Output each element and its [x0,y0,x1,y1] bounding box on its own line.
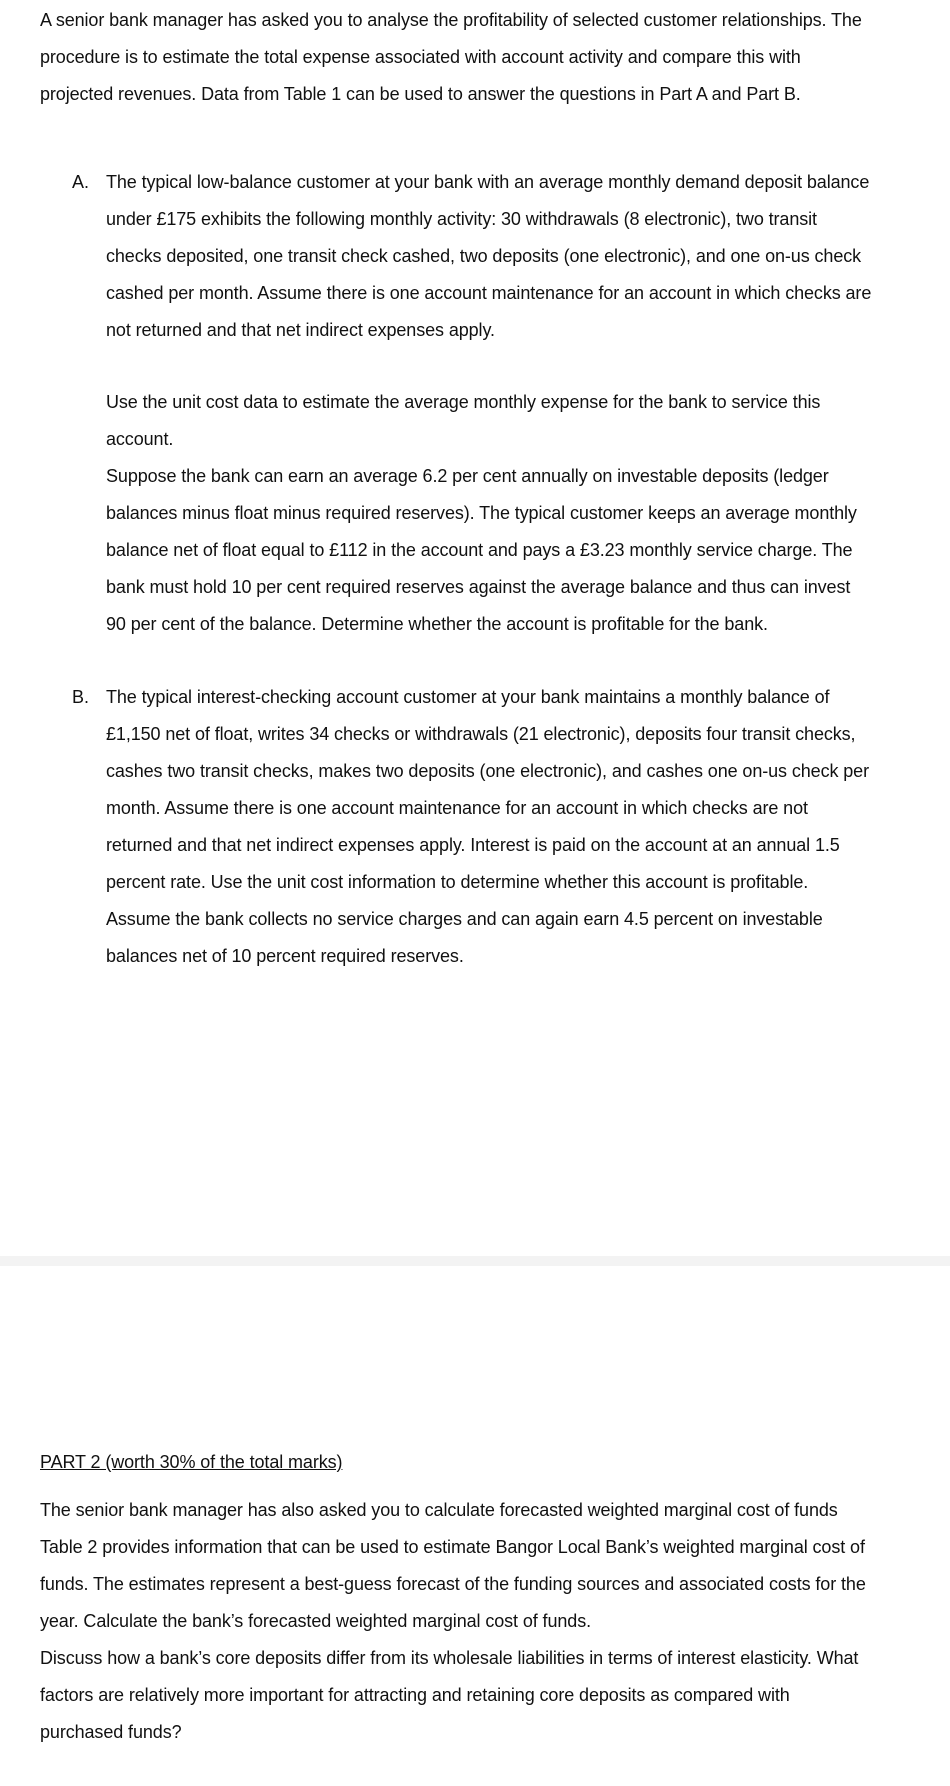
intro-paragraph: A senior bank manager has asked you to analyse the profitability of selected customer relationships. The procedure is to estimate the total expense associated with account activity and compare this with projected revenues. Data from Table 1 can be used to answer the questions in Part A and Part B. [40,10,862,104]
question-a-marker: A. [72,172,90,192]
page-separator [0,1256,950,1266]
question-a-profit-task: Suppose the bank can earn an average 6.2 per cent annually on investable deposits (ledger balances minus float minus required reserves). The typical customer keeps an average monthly balance net of float equal to £112 in the account and pays a £3.23 monthly service charge. The bank must hold 10 per cent required reserves against the average balance and thus can invest 90 per cent of the balance. Determine whether the account is profitable for the bank. [106,466,857,634]
document-page-2 [0,1266,950,1786]
question-a-scenario: The typical low-balance customer at your bank with an average monthly demand deposit balance under £175 exhibits the following monthly activity: 30 withdrawals (8 electronic), two transit checks deposited, one transit check cashed, two deposits (one electronic), and one on-us check cashed per month. Assume there is one account maintenance for an account in which checks are not returned and that net indirect expenses apply. [106,172,872,340]
question-b-text: The typical interest-checking account customer at your bank maintains a monthly balance of £1,150 net of float, writes 34 checks or withdrawals (21 electronic), deposits four transit checks, cashes two transit checks, makes two deposits (one electronic), and cashes one on-us check per month. Assume there is one account maintenance for an account in which checks are not returned and that net indirect expenses apply. Interest is paid on the account at an annual 1.5 percent rate. Use the unit cost information to determine whether this account is profitable. Assume the bank collects no service charges and can again earn 4.5 percent on investable balances net of 10 percent required reserves. [106,687,869,966]
part2-task-paragraph: The senior bank manager has also asked you to calculate forecasted weighted marginal cost of funds Table 2 provides information that can be used to estimate Bangor Local Bank’s weighted marginal cost of funds. The estimates represent a best-guess forecast of the funding sources and associated costs for the year. Calculate the bank’s forecasted weighted marginal cost of funds. [40,1500,866,1631]
question-a-cost-task: Use the unit cost data to estimate the average monthly expense for the bank to service this account. [106,392,821,449]
part2-heading: PART 2 (worth 30% of the total marks) [40,1452,343,1472]
part2-discussion-paragraph: Discuss how a bank’s core deposits differ from its wholesale liabilities in terms of interest elasticity. What factors are relatively more important for attracting and retaining core deposits as compared with purchased funds? [40,1648,859,1742]
question-b-marker: B. [72,687,90,707]
